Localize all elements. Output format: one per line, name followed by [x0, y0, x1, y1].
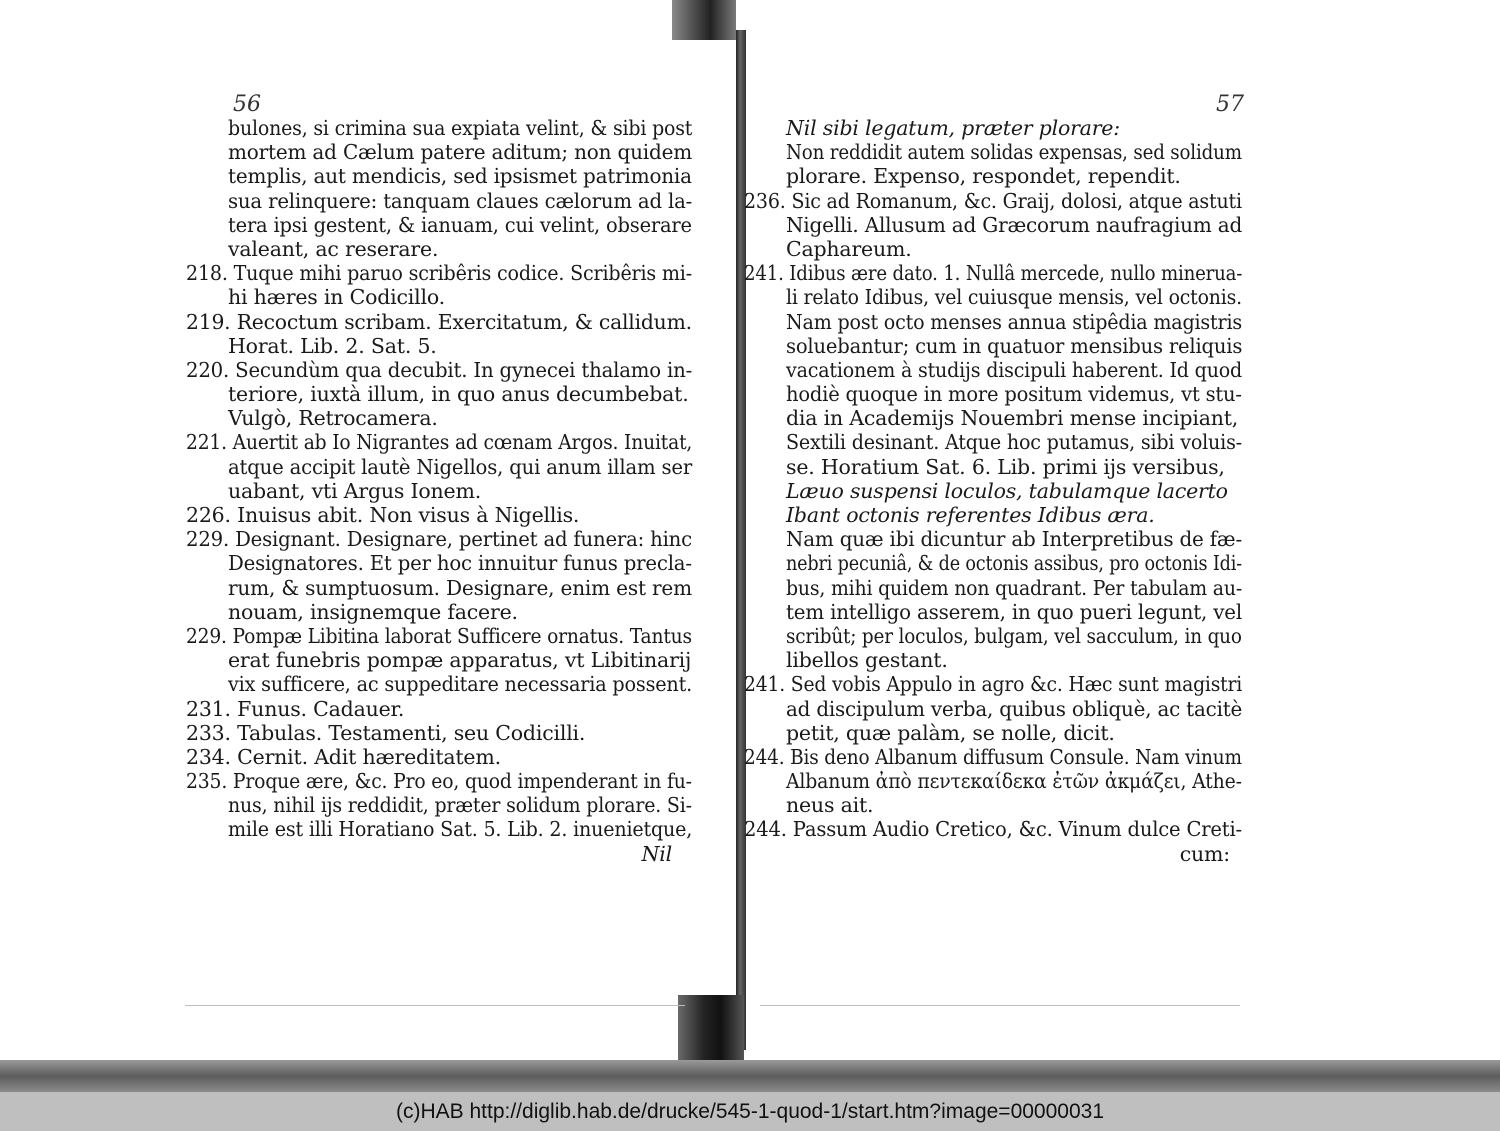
- text-line: neus ait.: [786, 793, 874, 818]
- text-line: Horat. Lib. 2. Sat. 5.: [228, 333, 437, 358]
- text-line: nebri pecuniâ, & de octonis assibus, pro octonis Idi-: [786, 551, 1242, 576]
- text-line: Caphareum.: [786, 236, 912, 261]
- text-line: tem intelligo asserem, in quo pueri legunt, vel: [786, 599, 1242, 624]
- scan-bottom-band: [0, 1060, 1500, 1092]
- text-line: Vulgò, Retrocamera.: [228, 406, 438, 431]
- text-line: nouam, insignemque facere.: [228, 599, 518, 624]
- text-line: 220. Secundùm qua decubit. In gynecei thalamo in-: [186, 357, 693, 382]
- text-line: plorare. Expenso, respondet, rependit.: [786, 164, 1181, 189]
- text-line: petit, quæ palàm, se nolle, dicit.: [786, 720, 1115, 745]
- right-page-number: 57: [1216, 92, 1244, 117]
- left-page-text: [186, 116, 692, 866]
- text-line: Nam quæ ibi dicuntur ab Interpretibus de fæ-: [786, 527, 1242, 552]
- left-page-number: 56: [233, 92, 261, 117]
- text-line: ad discipulum verba, quibus obliquè, ac tacitè: [786, 696, 1243, 721]
- text-line: Non reddidit autem solidas expensas, sed solidum: [786, 140, 1242, 165]
- text-line: 219. Recoctum scribam. Exercitatum, & callidum.: [186, 309, 692, 334]
- right-page-text: [744, 116, 1242, 866]
- text-line: tera ipsi gestent, & ianuam, cui velint, obserare: [228, 212, 692, 237]
- text-line: bulones, si crimina sua expiata velint, & sibi post: [228, 116, 693, 140]
- text-line: uabant, vti Argus Ionem.: [228, 478, 482, 503]
- text-line: hodiè quoque in more positum videmus, vt stu-: [786, 382, 1242, 407]
- spine-top-shadow: [672, 0, 736, 40]
- text-line: dia in Academijs Nouembri mense incipiant,: [786, 406, 1239, 431]
- text-line: se. Horatium Sat. 6. Lib. primi ijs versibus,: [786, 454, 1225, 479]
- text-line: vacationem à studijs discipuli haberent. Id quod: [786, 357, 1243, 382]
- text-line: bus, mihi quidem non quadrant. Per tabulam au-: [786, 575, 1243, 600]
- text-line: 229. Pompæ Libitina laborat Sufficere ornatus. Tantus: [186, 623, 692, 648]
- text-line: li relato Idibus, vel cuiusque mensis, vel octonis.: [786, 285, 1242, 310]
- text-line: 234. Cernit. Adit hæreditatem.: [186, 744, 501, 769]
- text-line: Læuo suspensi loculos, tabulamque lacerto: [786, 478, 1228, 503]
- footer-url-text: (c)HAB http://diglib.hab.de/drucke/545-1-quod-1/start.htm?image=00000031: [395, 1099, 1104, 1123]
- text-line: erat funebris pompæ apparatus, vt Libitinarij: [228, 648, 692, 673]
- text-line: 218. Tuque mihi paruo scribêris codice. Scribêris mi-: [186, 261, 692, 286]
- text-line: 221. Auertit ab Io Nigrantes ad cœnam Argos. Inuitat,: [186, 430, 693, 455]
- text-line: 226. Inuisus abit. Non visus à Nigellis.: [186, 503, 580, 527]
- text-line: Nam post octo menses annua stipêdia magistris: [786, 309, 1242, 334]
- text-line: sua relinquere: tanquam claues cælorum ad la-: [228, 188, 693, 213]
- text-line: Designatores. Et per hoc innuitur funus precla-: [228, 551, 692, 576]
- text-line: Albanum ἀπὸ πεντεκαίδεκα ἐτῶν ἀκμάζει, Athe-: [786, 769, 1242, 794]
- catchword: cum:: [1179, 841, 1230, 866]
- text-line: Nigelli. Allusum ad Græcorum naufragium ad: [786, 212, 1243, 237]
- text-line: 241. Sed vobis Appulo in agro &c. Hæc sunt magistri: [744, 672, 1243, 697]
- text-line: teriore, iuxtà illum, in quo anus decumbebat.: [228, 382, 689, 407]
- text-line: Sextili desinant. Atque hoc putamus, sibi voluis-: [786, 430, 1242, 455]
- left-page-edge: [185, 1005, 685, 1006]
- text-line: 231. Funus. Cadauer.: [186, 696, 405, 721]
- text-line: templis, aut mendicis, sed ipsismet patrimonia: [228, 164, 692, 189]
- text-line: rum, & sumptuosum. Designare, enim est rem: [228, 575, 692, 600]
- text-line: soluebantur; cum in quatuor mensibus reliquis: [786, 333, 1243, 358]
- text-line: valeant, ac reserare.: [228, 236, 439, 261]
- text-line: 241. Idibus ære dato. 1. Nullâ mercede, nullo minerua-: [744, 261, 1243, 286]
- text-line: 244. Bis deno Albanum diffusum Consule. Nam vinum: [744, 744, 1242, 769]
- text-line: 235. Proque ære, &c. Pro eo, quod impenderant in fu-: [186, 769, 692, 794]
- text-line: scribût; per loculos, bulgam, vel sacculum, in quo: [786, 623, 1242, 648]
- source-footer: [0, 1092, 1500, 1131]
- text-line: mile est illi Horatiano Sat. 5. Lib. 2. inuenietque,: [228, 817, 693, 842]
- text-line: 244. Passum Audio Cretico, &c. Vinum dulce Creti-: [744, 817, 1242, 842]
- text-line: hi hæres in Codicillo.: [228, 285, 445, 310]
- text-line: atque accipit lautè Nigellos, qui anum illam ser: [228, 454, 693, 479]
- text-line: 233. Tabulas. Testamenti, seu Codicilli.: [186, 720, 586, 745]
- text-line: 229. Designant. Designare, pertinet ad funera: hinc: [186, 527, 692, 552]
- text-line: nus, nihil ijs reddidit, præter solidum plorare. Si-: [228, 793, 692, 818]
- text-line: vix sufficere, ac suppeditare necessaria possent.: [228, 672, 693, 697]
- right-page-edge: [760, 1005, 1240, 1006]
- text-line: 236. Sic ad Romanum, &c. Graij, dolosi, atque astuti: [744, 188, 1242, 213]
- text-line: Ibant octonis referentes Idibus æra.: [786, 503, 1155, 527]
- text-line: Nil sibi legatum, præter plorare:: [786, 116, 1120, 140]
- text-line: mortem ad Cælum patere aditum; non quidem: [228, 140, 693, 165]
- text-line: libellos gestant.: [786, 648, 948, 673]
- catchword: Nil: [641, 841, 672, 866]
